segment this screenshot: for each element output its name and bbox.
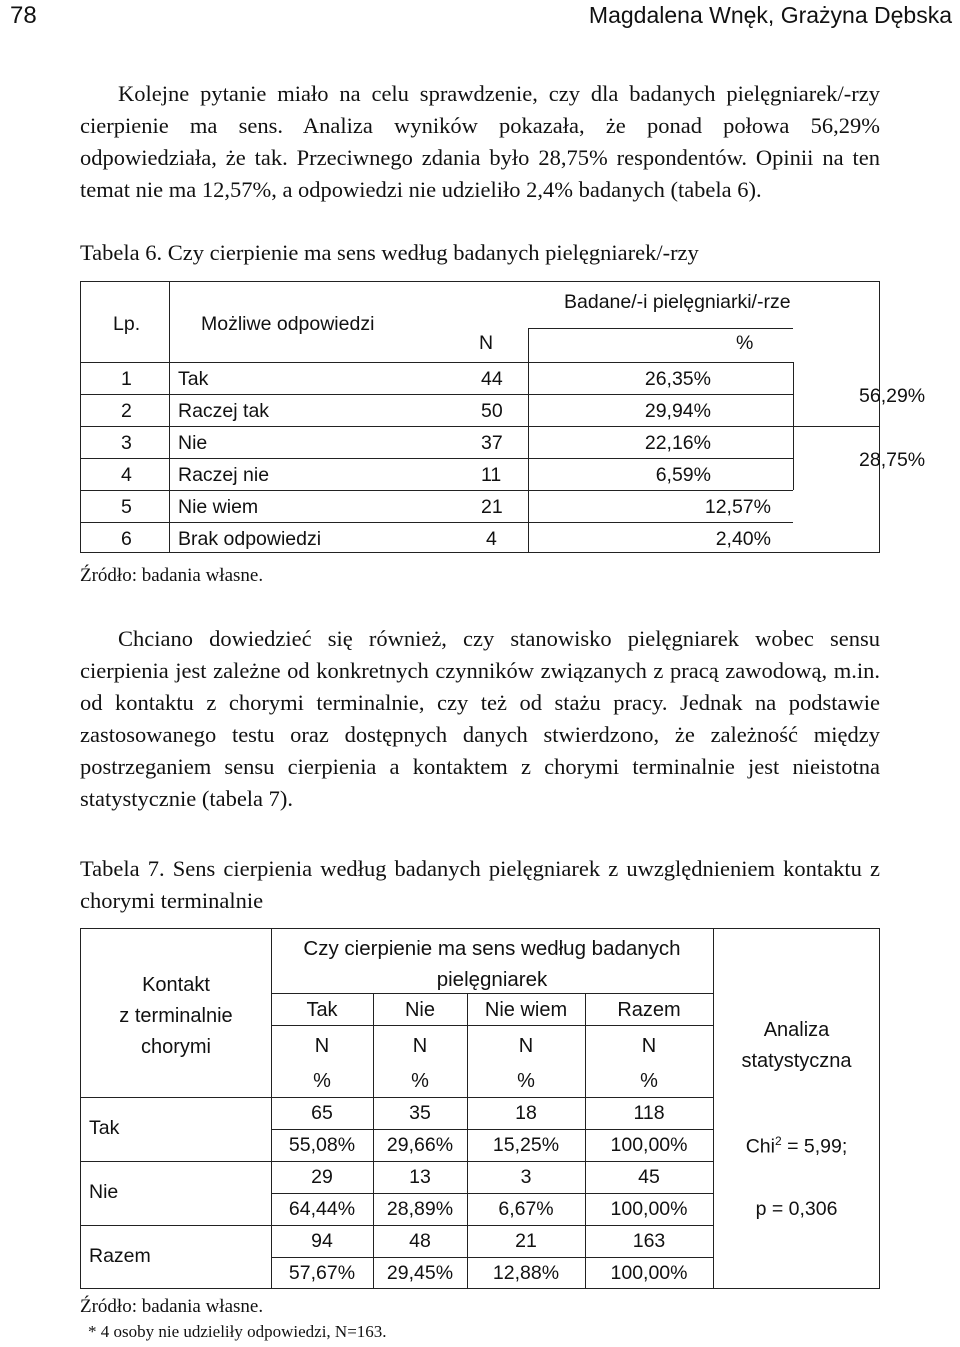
t6-hline	[81, 490, 793, 491]
t6-header-group: Badane/-i pielęgniarki/-rze	[564, 291, 791, 313]
paragraph-analysis	[80, 623, 880, 815]
t7-cell-n: 48	[409, 1230, 431, 1252]
t6-cell-pct: 12,57%	[704, 496, 771, 518]
table6-source: Źródło: badania własne.	[80, 565, 264, 586]
t6-hline	[81, 522, 793, 523]
t6-cell-n: 50	[481, 400, 503, 422]
t7-cell-pct: 12,88%	[492, 1262, 560, 1284]
t7-header-contact-l2: z terminalnie	[119, 1005, 233, 1027]
t7-sub-n: N	[314, 1035, 330, 1057]
t6-cell-pct: 29,94%	[644, 400, 711, 422]
t6-cell-pct: 26,35%	[644, 368, 711, 390]
t7-header-stat-l1: Analiza	[763, 1019, 830, 1041]
t7-header-contact-l1: Kontakt	[142, 974, 210, 996]
t6-vline-sum	[793, 362, 794, 490]
t7-header-group-l1: Czy cierpienie ma sens według badanych	[303, 937, 681, 960]
t6-sum-negative: 28,75%	[859, 449, 926, 471]
page-number: 78	[10, 2, 37, 29]
t7-cell-n: 21	[515, 1230, 537, 1252]
t6-cell-n: 4	[486, 528, 497, 550]
t7-header-stat	[713, 1015, 880, 1077]
t6-sum-positive: 56,29%	[859, 385, 926, 407]
t6-cell-n: 44	[481, 368, 503, 390]
t7-header-contact-l3: chorymi	[140, 1036, 211, 1058]
table7-footnote: * 4 osoby nie udzieliły odpowiedzi, N=163.	[88, 1322, 387, 1341]
t6-cell-n: 11	[481, 464, 502, 486]
t6-header-lp: Lp.	[113, 313, 141, 335]
t7-hline-inner	[271, 1257, 713, 1258]
paragraph-intro	[80, 78, 880, 206]
t7-cell-pct: 57,67%	[288, 1262, 356, 1284]
t7-cell-pct: 28,89%	[386, 1198, 454, 1220]
t7-cell-n: 163	[632, 1230, 666, 1252]
t7-stat-chi-value: = 5,99;	[781, 1135, 848, 1158]
t7-row-label: Nie	[89, 1181, 119, 1203]
t6-cell-pct: 22,16%	[644, 432, 711, 454]
t7-cell-n: 29	[311, 1166, 333, 1188]
t7-sub-pct: %	[640, 1070, 658, 1092]
t7-cell-n: 35	[409, 1102, 431, 1124]
table7-caption: Tabela 7. Sens cierpienia według badanych pielęgniarek z uwzględnieniem kontaktu z chorymi terminalnie	[80, 856, 880, 913]
t6-header-n: N	[479, 332, 494, 354]
t6-cell-answer: Nie	[178, 432, 208, 454]
t6-vline	[528, 328, 529, 553]
t6-cell-n: 37	[481, 432, 503, 454]
t7-cell-pct: 64,44%	[288, 1198, 356, 1220]
t7-cell-n: 13	[409, 1166, 431, 1188]
t6-cell-answer: Nie wiem	[178, 496, 259, 518]
t7-cell-n: 94	[311, 1230, 333, 1252]
t6-cell-lp: 6	[121, 528, 132, 550]
t7-cell-pct: 15,25%	[492, 1134, 560, 1156]
t6-header-pct: %	[736, 332, 754, 354]
t6-cell-lp: 4	[121, 464, 132, 486]
t7-cell-n: 118	[633, 1102, 665, 1124]
t6-cell-n: 21	[481, 496, 503, 518]
t6-hline	[81, 458, 793, 459]
table6	[80, 281, 926, 553]
t7-cell-pct: 29,45%	[386, 1262, 454, 1284]
t7-col-razem: Razem	[617, 999, 681, 1021]
t7-cell-pct: 29,66%	[386, 1134, 454, 1156]
t7-col-nie-wiem: Nie wiem	[484, 999, 568, 1021]
t7-cell-n: 18	[515, 1102, 537, 1124]
t7-sub-pct: %	[313, 1070, 331, 1092]
t7-cell-pct: 55,08%	[288, 1134, 356, 1156]
t7-header-contact	[81, 970, 271, 1063]
paragraph-intro-text: Kolejne pytanie miało na celu sprawdzenie, czy dla badanych pielęgniarek/-rzy cierpienie ma sens. Analiza wyników pokazała, że ponad połowa 56,29% odpowiedziała, że tak. Przeciwnego zdania było 28,75% respondentów. Opinii na ten temat nie ma 12,57%, a odpowiedzi nie udzieliło 2,4% badanych (tabela 6).	[80, 81, 880, 202]
t6-hline	[81, 394, 793, 395]
t7-cell-n: 65	[311, 1102, 333, 1124]
t6-cell-answer: Raczej tak	[178, 400, 270, 422]
t7-hline-cols	[271, 1025, 713, 1026]
t7-stat-chi-prefix: Chi	[745, 1135, 775, 1158]
t7-sub-pct: %	[411, 1070, 429, 1092]
t7-cell-pct: 100,00%	[610, 1198, 688, 1220]
t6-cell-pct: 6,59%	[655, 464, 711, 486]
t7-stat-p: p = 0,306	[755, 1198, 838, 1220]
t7-header-group	[271, 933, 713, 995]
t7-cell-n: 45	[638, 1166, 660, 1188]
t7-hline-inner	[271, 1129, 713, 1130]
t6-hline-header	[81, 362, 793, 363]
t6-vline	[169, 282, 170, 553]
t7-row-label: Tak	[89, 1117, 120, 1139]
t7-stat-chi	[713, 1134, 880, 1159]
t7-cell-pct: 100,00%	[610, 1262, 688, 1284]
t6-cell-lp: 5	[121, 496, 132, 518]
t7-cell-pct: 100,00%	[610, 1134, 688, 1156]
running-header: Magdalena Wnęk, Grażyna Dębska	[588, 2, 952, 28]
t6-cell-answer: Tak	[178, 368, 209, 390]
t7-col-nie: Nie	[404, 999, 435, 1021]
t7-col-tak: Tak	[306, 999, 338, 1021]
table7	[80, 928, 880, 1289]
t7-hline-header	[81, 1097, 713, 1098]
t6-cell-lp: 2	[121, 400, 132, 422]
t7-stat-chi-sup: 2	[774, 1134, 782, 1148]
t7-vline	[713, 929, 714, 1289]
t6-cell-answer: Brak odpowiedzi	[178, 528, 322, 550]
t7-sub-n: N	[518, 1035, 534, 1057]
paragraph-analysis-text: Chciano dowiedzieć się również, czy stanowisko pielęgniarek wobec sensu cierpienia jest zależne od konkretnych czynników związanych z pracą zawodową, m.in. od kontaktu z chorymi terminalnie, czy też od stażu pracy. Jednak na podstawie zastosowanego testu oraz dostępnych danych stwierdzono, że zależność między postrzeganiem sensu cierpienia a kontaktem z chorymi terminalnie jest nieistotna statystycznie (tabela 7).	[80, 626, 880, 811]
t6-hline-group	[528, 328, 793, 329]
t7-cell-pct: 6,67%	[498, 1198, 554, 1220]
t7-cell-n: 3	[520, 1166, 532, 1188]
t7-row-label: Razem	[89, 1245, 151, 1267]
t6-header-answers: Możliwe odpowiedzi	[201, 313, 375, 335]
t7-sub-n: N	[412, 1035, 428, 1057]
t7-sub-pct: %	[517, 1070, 535, 1092]
t7-hline-row	[81, 1225, 713, 1226]
t7-hline-inner	[271, 1193, 713, 1194]
t7-sub-n: N	[641, 1035, 657, 1057]
t7-header-group-l2: pielęgniarek	[436, 968, 548, 991]
table6-caption: Tabela 6. Czy cierpienie ma sens według badanych pielęgniarek/-rzy	[80, 240, 699, 265]
t7-hline-row	[81, 1161, 713, 1162]
t6-hline-sum	[793, 426, 880, 427]
table7-source: Źródło: badania własne.	[80, 1296, 264, 1317]
t6-cell-pct: 2,40%	[715, 528, 771, 550]
t6-hline	[81, 426, 793, 427]
t6-cell-answer: Raczej nie	[178, 464, 270, 486]
t6-cell-lp: 3	[121, 432, 132, 454]
t7-header-stat-l2: statystyczna	[741, 1050, 852, 1072]
t6-cell-lp: 1	[121, 368, 132, 390]
